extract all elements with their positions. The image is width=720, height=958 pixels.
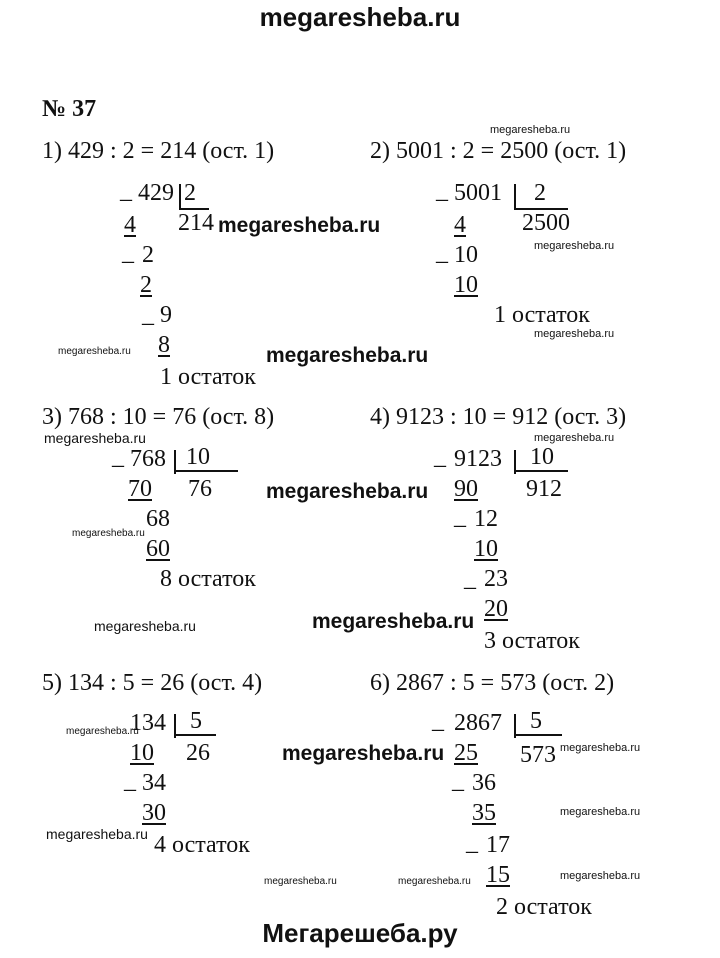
minus-sign: _ — [454, 504, 466, 530]
dividend: 2867 — [454, 710, 502, 736]
watermark: megaresheba.ru — [398, 876, 471, 887]
dividend: 429 — [138, 180, 174, 206]
step-value: 12 — [474, 506, 498, 532]
divisor: 2 — [184, 180, 196, 206]
watermark: megaresheba.ru — [560, 870, 641, 882]
watermark: megaresheba.ru — [44, 430, 146, 446]
step-subtrahend: 4 — [454, 212, 466, 238]
quotient: 912 — [526, 476, 562, 502]
watermark: megaresheba.ru — [534, 432, 615, 444]
step-subtrahend: 25 — [454, 740, 478, 766]
step-value: 23 — [484, 566, 508, 592]
step-subtrahend: 15 — [486, 862, 510, 888]
divisor: 5 — [530, 708, 542, 734]
remainder: 8 остаток — [160, 566, 256, 592]
equation: 3) 768 : 10 = 76 (ост. 8) — [42, 404, 275, 430]
minus-sign: _ — [452, 768, 464, 794]
minus-sign: _ — [466, 830, 478, 856]
step-subtrahend: 10 — [454, 272, 478, 298]
step-subtrahend: 20 — [484, 596, 508, 622]
equation: 5) 134 : 5 = 26 (ост. 4) — [42, 670, 263, 696]
watermark: megaresheba.ru — [282, 742, 445, 765]
watermark: megaresheba.ru — [312, 610, 475, 633]
minus-sign: _ — [120, 178, 132, 204]
quotient: 214 — [178, 210, 214, 236]
step-subtrahend: 10 — [474, 536, 498, 562]
watermark: megaresheba.ru — [46, 826, 148, 842]
remainder: 2 остаток — [496, 894, 592, 920]
quotient: 573 — [520, 742, 556, 768]
minus-sign: _ — [112, 444, 124, 470]
equation: 6) 2867 : 5 = 573 (ост. 2) — [370, 670, 615, 696]
watermark: megaresheba.ru — [72, 528, 145, 539]
watermark: megaresheba.ru — [264, 876, 337, 887]
step-value: 17 — [486, 832, 510, 858]
remainder: 3 остаток — [484, 628, 580, 654]
step-subtrahend: 70 — [128, 476, 152, 502]
step-value: 9 — [160, 302, 172, 328]
step-value: 2 — [142, 242, 154, 268]
step-subtrahend: 60 — [146, 536, 170, 562]
minus-sign: _ — [432, 708, 444, 734]
remainder: 1 остаток — [494, 302, 590, 328]
watermark: megaresheba.ru — [218, 214, 381, 237]
step-subtrahend: 90 — [454, 476, 478, 502]
minus-sign: _ — [142, 302, 154, 328]
dividend: 134 — [130, 710, 166, 736]
watermark: megaresheba.ru — [490, 124, 571, 136]
minus-sign: _ — [464, 566, 476, 592]
watermark: megaresheba.ru — [560, 806, 641, 818]
quotient: 2500 — [522, 210, 570, 236]
step-subtrahend: 4 — [124, 212, 136, 238]
watermark: megaresheba.ru — [94, 618, 196, 634]
watermark: megaresheba.ru — [66, 726, 139, 737]
divisor: 2 — [534, 180, 546, 206]
watermark: megaresheba.ru — [560, 742, 641, 754]
minus-sign: _ — [124, 768, 136, 794]
step-value: 68 — [146, 506, 170, 532]
watermark: megaresheba.ru — [534, 240, 615, 252]
dividend: 5001 — [454, 180, 502, 206]
step-subtrahend: 10 — [130, 740, 154, 766]
step-subtrahend: 30 — [142, 800, 166, 826]
site-header[interactable]: megaresheba.ru — [259, 2, 461, 32]
equation: 1) 429 : 2 = 214 (ост. 1) — [42, 138, 275, 164]
equation: 4) 9123 : 10 = 912 (ост. 3) — [370, 404, 627, 430]
remainder: 1 остаток — [160, 364, 256, 390]
quotient: 76 — [188, 476, 212, 502]
step-value: 10 — [454, 242, 478, 268]
minus-sign: _ — [436, 178, 448, 204]
watermark: megaresheba.ru — [58, 346, 131, 357]
minus-sign: _ — [122, 240, 134, 266]
site-footer[interactable]: Мегарешеба.ру — [262, 918, 458, 948]
dividend: 768 — [130, 446, 166, 472]
remainder: 4 остаток — [154, 832, 250, 858]
divisor: 5 — [190, 708, 202, 734]
step-subtrahend: 35 — [472, 800, 496, 826]
watermark: megaresheba.ru — [266, 480, 429, 503]
dividend: 9123 — [454, 446, 502, 472]
step-value: 36 — [472, 770, 496, 796]
division-bar — [179, 184, 181, 210]
equation: 2) 5001 : 2 = 2500 (ост. 1) — [370, 138, 627, 164]
step-subtrahend: 8 — [158, 332, 170, 358]
task-title: № 37 — [42, 96, 97, 122]
divisor: 10 — [186, 444, 210, 470]
watermark: megaresheba.ru — [266, 344, 429, 367]
minus-sign: _ — [434, 444, 446, 470]
quotient: 26 — [186, 740, 210, 766]
division-bar — [514, 184, 516, 210]
divisor: 10 — [530, 444, 554, 470]
step-value: 34 — [142, 770, 166, 796]
minus-sign: _ — [436, 240, 448, 266]
watermark: megaresheba.ru — [534, 328, 615, 340]
step-subtrahend: 2 — [140, 272, 152, 298]
